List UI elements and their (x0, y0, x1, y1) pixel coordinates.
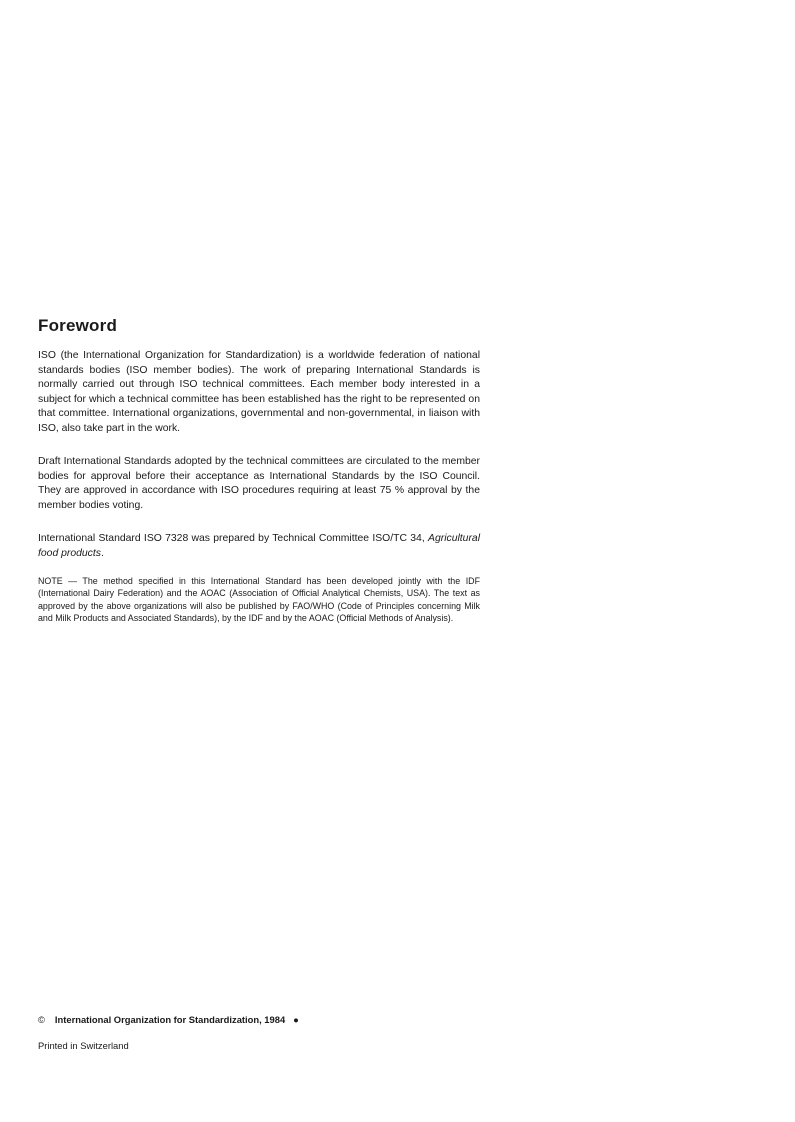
copyright-icon: © (38, 1014, 45, 1025)
copyright-text: International Organization for Standardization, 1984 (54, 1014, 286, 1025)
paragraph-text-main: International Standard ISO 7328 was prepared by Technical Committee ISO/TC 34, (38, 533, 425, 544)
foreword-paragraph-1 (38, 349, 480, 437)
bullet-icon: ● (293, 1014, 299, 1025)
paragraph-text-end: . (100, 547, 104, 559)
page-title: Foreword (38, 316, 118, 335)
paragraph-text: ISO (the International Organization for Standardization) is a worldwide federation of national standards bodies (ISO member bodies). The work of preparing International Standards is normally carried out through ISO technical committees. Each member body interested in a subject for which a technical committee has been established has the right to be represented on that committee. International organizations, governmental and non-governmental, in liaison with ISO, also take part in the work. (38, 350, 480, 434)
committee-title: Agricultural food products (38, 533, 481, 559)
printed-in-text: Printed in Switzerland (38, 1040, 129, 1051)
note-block (38, 575, 480, 625)
foreword-paragraph-3 (38, 532, 480, 561)
copyright-line (38, 1014, 299, 1025)
note-text: NOTE — The method specified in this International Standard has been developed jointly with the IDF (International Dairy Federation) and the AOAC (Association of Official Analytical Chemists, USA). The text as approved by the above organizations will also be published by FAO/WHO (Code of Principles concerning Milk and Milk Products and Associated Standards), by the IDF and by the AOAC (Official Methods of Analysis). (38, 576, 480, 624)
paragraph-text (38, 532, 480, 561)
foreword-paragraph-2 (38, 455, 480, 513)
paragraph-text: Draft International Standards adopted by the technical committees are circulated to the member bodies for approval before their acceptance as International Standards by the ISO Council. They are approved in accordance with ISO procedures requiring at least 75 % approval by the member bodies voting. (38, 456, 480, 511)
